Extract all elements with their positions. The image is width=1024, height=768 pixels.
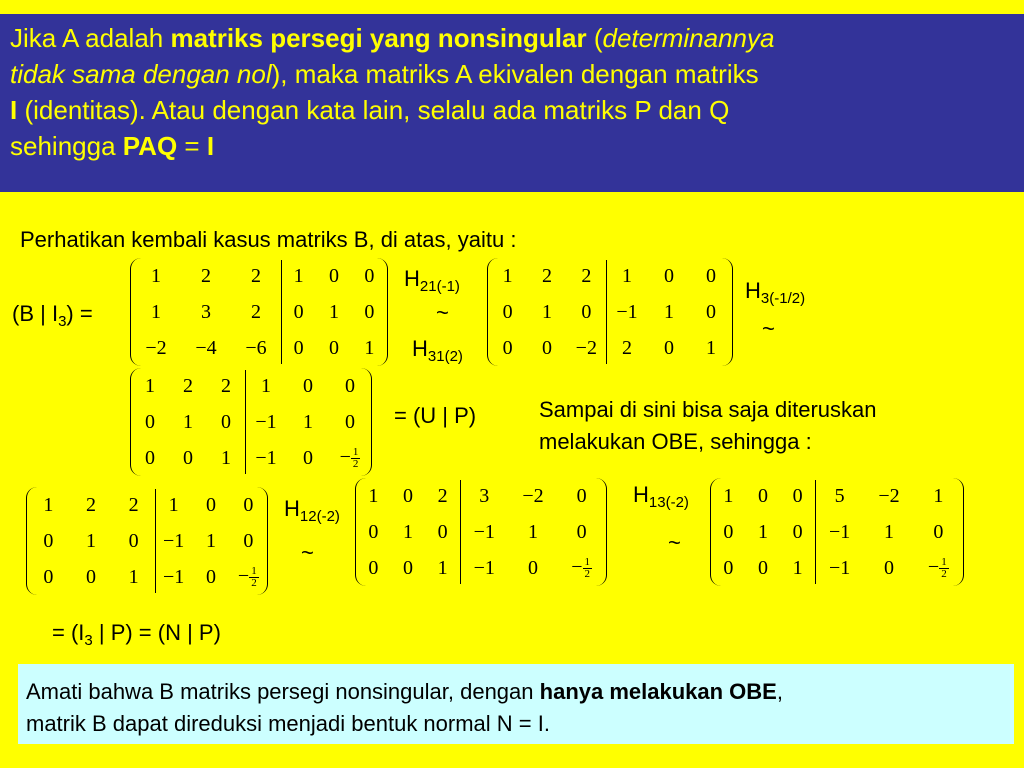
matrix-cell: 0 <box>205 493 216 516</box>
bold-term: I <box>206 131 215 161</box>
text: ), maka matriks A ekivalen dengan matriks <box>271 59 759 89</box>
matrix-cell: 0 <box>303 374 313 397</box>
denominator: 2 <box>251 576 257 589</box>
matrix-cell: 0 <box>933 520 944 543</box>
matrix-cell: 2 <box>221 374 231 397</box>
matrix-row <box>356 550 606 586</box>
matrix-cell: 0 <box>183 446 193 469</box>
matrix-cell: 2 <box>183 374 193 397</box>
matrix-cell: 1 <box>151 264 161 287</box>
matrix-cell: 1 <box>402 520 413 543</box>
matrix-cell: 0 <box>757 484 768 507</box>
matrix-cell: 1 <box>527 520 538 543</box>
numerator: 1 <box>251 564 257 577</box>
matrix-cell: 0 <box>145 446 155 469</box>
matrix-cell: 0 <box>243 529 254 552</box>
matrix-cell: 1 <box>43 493 54 516</box>
matrix-cell: 1 <box>85 529 96 552</box>
matrix-step-3 <box>355 478 607 586</box>
matrix-step-2 <box>26 487 268 595</box>
text: H <box>284 496 300 521</box>
definition-line-4 <box>10 128 1024 164</box>
matrix-row <box>488 294 732 330</box>
matrix-cell: −2 <box>575 336 597 359</box>
b-augmented-label <box>12 301 93 330</box>
matrix-cell: 0 <box>663 264 674 287</box>
matrix-normal-form <box>710 478 964 586</box>
fraction <box>939 557 949 580</box>
matrix-cell: −2 <box>878 484 900 507</box>
matrix-cell: 5 <box>834 484 845 507</box>
italic-term: determinannya <box>602 23 775 53</box>
matrix-cell: 1 <box>883 520 894 543</box>
definition-box <box>0 14 1024 192</box>
minus-sign: − <box>927 556 940 579</box>
matrix-row <box>131 294 387 330</box>
op-h31 <box>412 336 463 365</box>
bold-term: PAQ <box>122 131 178 161</box>
matrix-cell: 1 <box>364 336 375 359</box>
matrix-row <box>27 559 267 595</box>
denominator: 2 <box>941 567 947 580</box>
matrix-cell <box>329 440 371 476</box>
matrix-cell: 1 <box>145 374 155 397</box>
text: | P) = (N | P) <box>92 620 221 645</box>
matrix-cell: 1 <box>502 264 513 287</box>
subscript: 3 <box>58 313 67 330</box>
definition-line-1 <box>10 20 1024 56</box>
subscript: 12(-2) <box>299 508 340 525</box>
augment-separator <box>245 370 246 474</box>
note-line-1 <box>26 676 1014 708</box>
bold-term: matriks persegi yang nonsingular <box>170 23 587 53</box>
minus-sign: − <box>571 556 583 579</box>
tilde-symbol: ~ <box>301 540 314 565</box>
matrix-cell: 1 <box>293 264 304 287</box>
matrix-cell: 0 <box>402 484 413 507</box>
matrix-cell: 0 <box>364 264 375 287</box>
subscript: 21(-1) <box>419 278 460 295</box>
matrix-cell: 0 <box>663 336 674 359</box>
matrix-cell <box>914 550 963 586</box>
denominator: 2 <box>352 457 359 470</box>
matrix-cell: 1 <box>723 484 734 507</box>
continue-text-1: Sampai di sini bisa saja diteruskan <box>539 397 877 422</box>
matrix-cell: 1 <box>541 300 552 323</box>
matrix-cell: −1 <box>828 556 851 579</box>
matrix-cell: −2 <box>522 484 544 507</box>
text: (B | I <box>12 301 59 326</box>
text: (identitas). Atau dengan kata lain, selalu ada matriks P dan Q <box>17 95 730 125</box>
matrix-cell: 0 <box>328 264 339 287</box>
intro-text: Perhatikan kembali kasus matriks B, di atas, yaitu : <box>20 227 517 252</box>
matrix-cell: 1 <box>183 410 193 433</box>
matrix-row <box>488 330 732 366</box>
matrix-cell: 1 <box>792 556 803 579</box>
text: sehingga <box>10 131 123 161</box>
matrix-cell: 2 <box>541 264 552 287</box>
op-h13 <box>633 482 689 511</box>
fraction <box>583 557 593 580</box>
matrix-cell: 1 <box>151 300 161 323</box>
text: Jika A adalah <box>10 23 171 53</box>
matrix-cell <box>230 559 267 595</box>
matrix-row <box>131 404 371 440</box>
fraction <box>351 447 361 470</box>
matrix-row <box>131 258 387 294</box>
matrix-cell: 0 <box>43 565 54 588</box>
matrix-cell: 1 <box>663 300 674 323</box>
matrix-cell: 1 <box>328 300 339 323</box>
matrix-grid <box>356 478 606 586</box>
matrix-step-1 <box>487 258 733 366</box>
matrix-cell: 0 <box>303 446 313 469</box>
augment-separator <box>606 260 607 364</box>
matrix-cell: 0 <box>221 410 231 433</box>
matrix-cell: 0 <box>792 520 803 543</box>
matrix-cell: 0 <box>364 300 375 323</box>
matrix-cell: −1 <box>162 565 185 588</box>
text: ( <box>586 23 603 53</box>
matrix-cell: 2 <box>621 336 632 359</box>
matrix-cell: 0 <box>502 336 513 359</box>
augment-separator <box>155 489 156 593</box>
matrix-cell: 0 <box>705 264 716 287</box>
tilde-symbol: ~ <box>762 316 775 341</box>
matrix-row <box>131 368 371 404</box>
equals-u-p: = (U | P) <box>394 403 477 428</box>
bold-term: hanya melakukan OBE <box>539 679 777 704</box>
matrix-cell: 0 <box>328 336 339 359</box>
op-h12 <box>284 496 340 525</box>
matrix-cell: −1 <box>255 410 277 433</box>
matrix-grid <box>27 487 267 595</box>
matrix-cell: 0 <box>705 300 716 323</box>
numerator: 1 <box>941 555 947 568</box>
matrix-cell: 0 <box>437 520 448 543</box>
matrix-grid <box>488 258 732 366</box>
matrix-grid <box>131 368 371 476</box>
matrix-cell: 0 <box>757 556 768 579</box>
denominator: 2 <box>584 567 591 580</box>
matrix-cell: 0 <box>576 520 587 543</box>
matrix-cell: 0 <box>792 484 803 507</box>
matrix-row <box>356 478 606 514</box>
numerator: 1 <box>352 445 359 458</box>
matrix-cell: 0 <box>128 529 139 552</box>
matrix-cell: 1 <box>303 410 313 433</box>
matrix-cell: −2 <box>145 336 167 359</box>
matrix-cell: 3 <box>201 300 211 323</box>
matrix-cell: 0 <box>243 493 254 516</box>
matrix-cell: 0 <box>368 556 379 579</box>
matrix-cell: 2 <box>201 264 211 287</box>
matrix-cell: 0 <box>368 520 379 543</box>
matrix-grid <box>711 478 963 586</box>
matrix-cell: 1 <box>933 484 944 507</box>
matrix-cell: 1 <box>261 374 271 397</box>
op-h3 <box>745 278 806 307</box>
matrix-row <box>131 440 371 476</box>
text: = (I <box>52 620 85 645</box>
matrix-cell: 1 <box>757 520 768 543</box>
matrix-cell: 0 <box>541 336 552 359</box>
matrix-cell: 0 <box>43 529 54 552</box>
matrix-cell: 1 <box>168 493 179 516</box>
matrix-row <box>711 550 963 586</box>
matrix-cell: −1 <box>473 520 495 543</box>
matrix-cell: 0 <box>345 410 355 433</box>
matrix-cell: −1 <box>255 446 277 469</box>
matrix-cell: 0 <box>576 484 587 507</box>
subscript: 3 <box>84 632 93 649</box>
definition-line-2 <box>10 56 1024 92</box>
matrix-cell: 0 <box>293 336 304 359</box>
matrix-cell: 0 <box>402 556 413 579</box>
note-box <box>18 664 1014 744</box>
matrix-cell: 2 <box>251 264 261 287</box>
op-h21 <box>404 266 460 295</box>
subscript: 3(-1/2) <box>760 290 806 307</box>
matrix-cell: 2 <box>251 300 261 323</box>
matrix-cell: −6 <box>245 336 267 359</box>
matrix-cell: 1 <box>221 446 231 469</box>
matrix-cell: 0 <box>145 410 155 433</box>
matrix-cell: 0 <box>723 556 734 579</box>
continue-text-2: melakukan OBE, sehingga : <box>539 429 812 454</box>
matrix-cell: 2 <box>128 493 139 516</box>
matrix-cell: 1 <box>437 556 448 579</box>
matrix-cell: 2 <box>437 484 448 507</box>
text: H <box>745 278 761 303</box>
text: H <box>404 266 420 291</box>
subscript: 13(-2) <box>648 494 689 511</box>
subscript: 31(2) <box>427 348 463 365</box>
matrix-cell: 0 <box>205 565 216 588</box>
augment-separator <box>460 480 461 584</box>
matrix-cell: 0 <box>723 520 734 543</box>
matrix-cell: −1 <box>162 529 185 552</box>
matrix-cell: 1 <box>705 336 716 359</box>
text: = <box>177 131 207 161</box>
note-line-2: matrik B dapat direduksi menjadi bentuk normal N = I. <box>26 711 550 736</box>
matrix-cell: 2 <box>85 493 96 516</box>
matrix-grid <box>131 258 387 366</box>
text: ) = <box>66 301 93 326</box>
bold-term: I <box>10 95 18 125</box>
augment-separator <box>815 480 816 584</box>
matrix-cell: 0 <box>581 300 592 323</box>
augment-separator <box>281 260 282 364</box>
minus-sign: − <box>237 565 250 588</box>
numerator: 1 <box>584 555 591 568</box>
matrix-cell: −4 <box>195 336 217 359</box>
minus-sign: − <box>339 446 351 469</box>
matrix-row <box>27 523 267 559</box>
matrix-cell: 1 <box>621 264 632 287</box>
matrix-row <box>131 330 387 366</box>
matrix-cell: 0 <box>85 565 96 588</box>
matrix-cell: 0 <box>527 556 538 579</box>
matrix-cell: −1 <box>828 520 851 543</box>
matrix-row <box>27 487 267 523</box>
matrix-row <box>488 258 732 294</box>
matrix-cell: 1 <box>368 484 379 507</box>
text: H <box>633 482 649 507</box>
matrix-cell: 2 <box>581 264 592 287</box>
tilde-symbol: ~ <box>668 530 681 555</box>
matrix-b-augmented <box>130 258 388 366</box>
definition-line-3 <box>10 92 1024 128</box>
matrix-row <box>711 514 963 550</box>
matrix-row <box>356 514 606 550</box>
text: , <box>776 679 783 704</box>
final-result <box>52 620 221 649</box>
matrix-cell: 0 <box>345 374 355 397</box>
matrix-cell: 0 <box>293 300 304 323</box>
text: H <box>412 336 428 361</box>
matrix-u-p <box>130 368 372 476</box>
tilde-symbol: ~ <box>436 300 449 325</box>
matrix-cell: 1 <box>128 565 139 588</box>
matrix-cell: −1 <box>473 556 495 579</box>
italic-term: tidak sama dengan nol <box>10 59 272 89</box>
matrix-cell: 0 <box>883 556 894 579</box>
text: Amati bahwa B matriks persegi nonsingular, dengan <box>26 679 540 704</box>
matrix-row <box>711 478 963 514</box>
matrix-cell: −1 <box>616 300 638 323</box>
matrix-cell: 0 <box>502 300 513 323</box>
matrix-cell: 3 <box>479 484 490 507</box>
fraction <box>249 566 259 589</box>
matrix-cell <box>557 550 606 586</box>
matrix-cell: 1 <box>205 529 216 552</box>
